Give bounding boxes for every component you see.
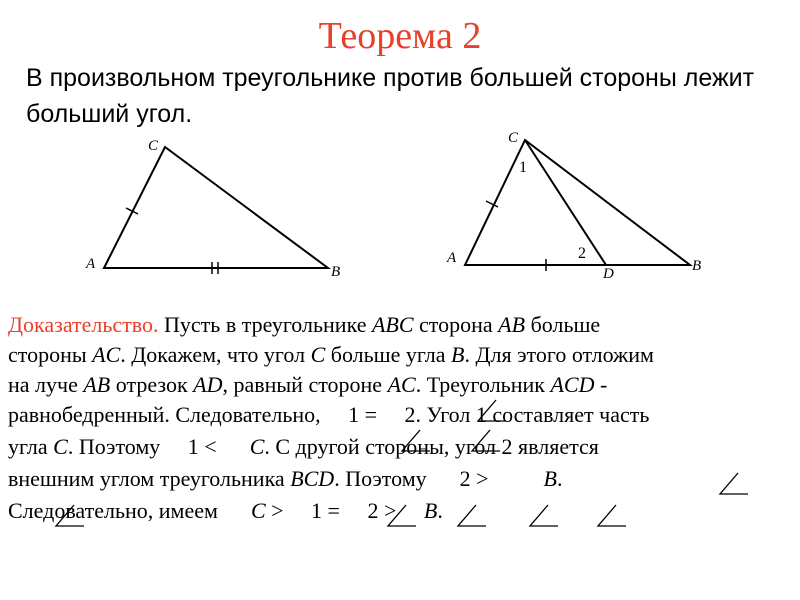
- label-left-b: B: [331, 264, 341, 280]
- proof-line-1: Доказательство. Пусть в треугольнике ABC сторона AB больше: [8, 312, 601, 337]
- proof-line-4: равнобедренный. Следовательно, 1 = 2. Угол 1 составляет часть: [8, 402, 650, 427]
- proof-line-3: на луче AB отрезок AD, равный стороне AC. Треугольник ACD -: [8, 372, 608, 397]
- label-left-c: C: [148, 138, 159, 154]
- label-right-c: C: [508, 130, 519, 146]
- label-right-d: D: [603, 266, 614, 282]
- angle-icon: [720, 473, 748, 494]
- angle-2-label: 2: [578, 245, 586, 262]
- angle-icon: [472, 430, 500, 451]
- label-right-b: B: [692, 258, 702, 274]
- proof-line-7: Следовательно, имеем C > 1 = 2 > B.: [8, 498, 443, 523]
- page-title: Теорема 2: [318, 15, 482, 57]
- proof-label: Доказательство.: [8, 312, 159, 337]
- label-right-a: A: [447, 250, 457, 266]
- angle-1-label: 1: [519, 159, 527, 176]
- angle-icon: [56, 505, 84, 526]
- angle-icon: [598, 505, 626, 526]
- angle-icon: [388, 505, 416, 526]
- proof-line-2: стороны AC. Докажем, что угол C больше угла B. Для этого отложим: [8, 342, 654, 367]
- proof-line-5: угла C. Поэтому 1 < C. С другой стороны, угол 2 является: [8, 434, 599, 459]
- proof-line-6: внешним углом треугольника BCD. Поэтому 2 > B.: [8, 466, 563, 491]
- label-left-a: A: [86, 256, 96, 272]
- angle-icon: [402, 430, 430, 451]
- theorem-statement: В произвольном треугольнике против большей стороны лежит больший угол.: [26, 64, 755, 128]
- angle-icon: [458, 505, 486, 526]
- angle-icon: [478, 400, 506, 421]
- angle-icon: [530, 505, 558, 526]
